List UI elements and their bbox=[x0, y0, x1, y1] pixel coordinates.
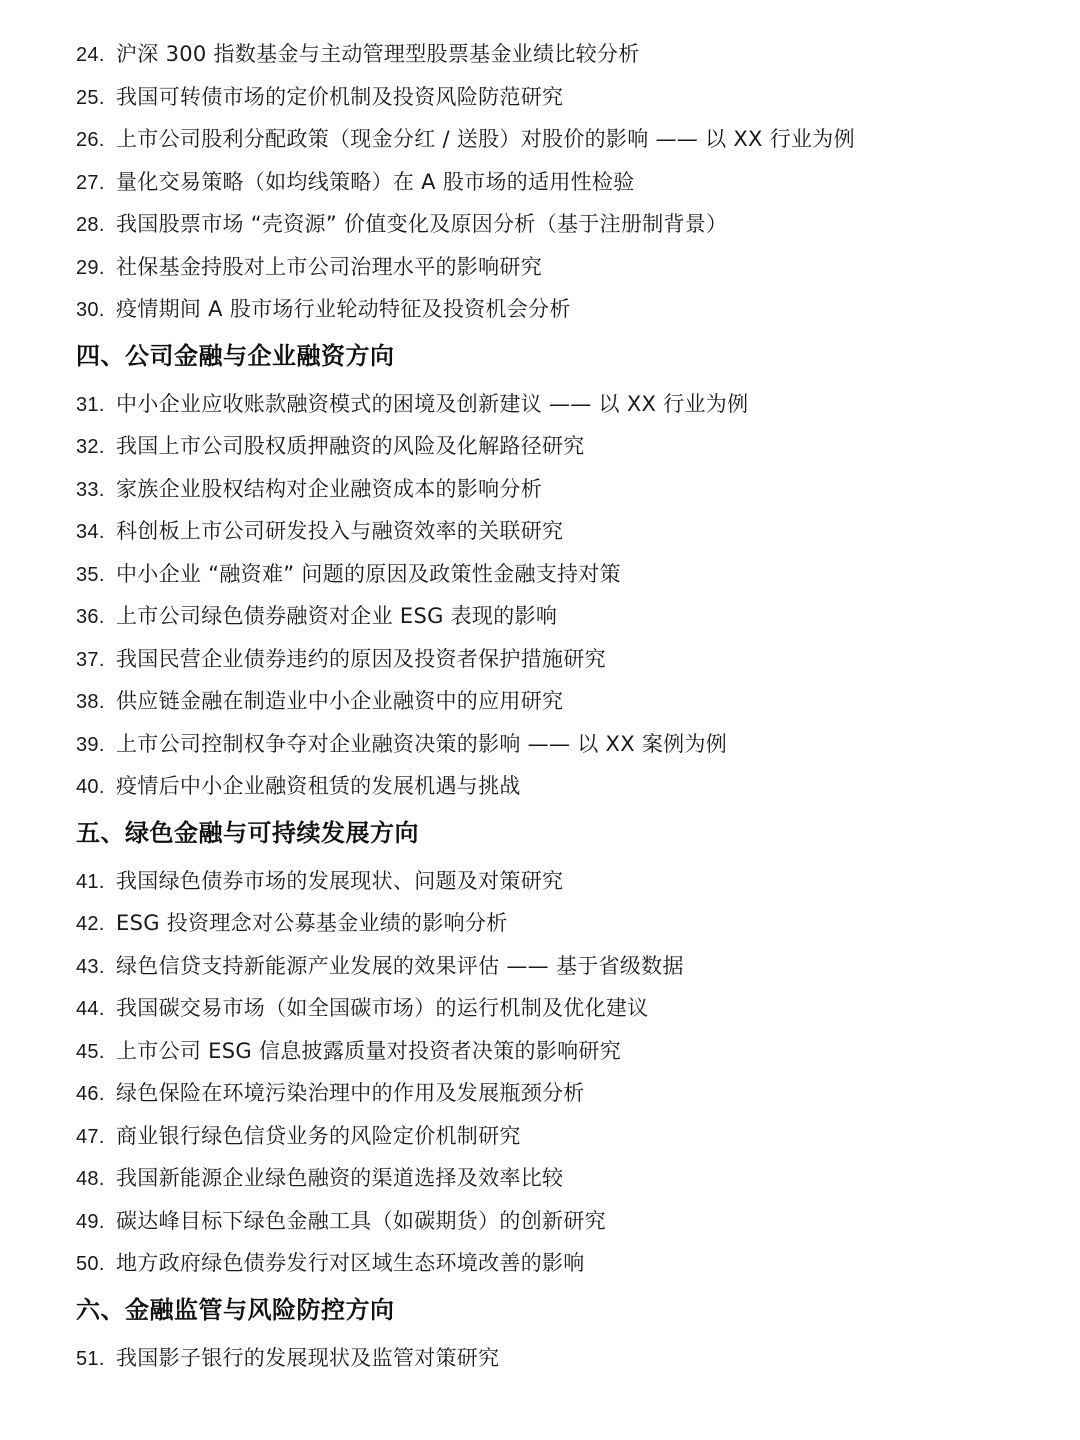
list-item bbox=[76, 76, 1036, 119]
item-text: 疫情期间 A 股市场行业轮动特征及投资机会分析 bbox=[116, 297, 571, 321]
item-text: ESG 投资理念对公募基金业绩的影响分析 bbox=[116, 911, 508, 935]
section-heading: 四、公司金融与企业融资方向 bbox=[76, 341, 395, 370]
item-text: 我国绿色债券市场的发展现状、问题及对策研究 bbox=[116, 868, 564, 893]
item-number: 50. bbox=[76, 1253, 105, 1275]
item-text: 供应链金融在制造业中小企业融资中的应用研究 bbox=[116, 689, 564, 713]
item-text: 我国股票市场 “壳资源” 价值变化及原因分析（基于注册制背景） bbox=[116, 212, 728, 236]
item-text: 中小企业 “融资难” 问题的原因及政策性金融支持对策 bbox=[116, 561, 621, 586]
item-text: 我国碳交易市场（如全国碳市场）的运行机制及优化建议 bbox=[116, 996, 649, 1020]
item-text: 我国可转债市场的定价机制及投资风险防范研究 bbox=[116, 84, 564, 109]
item-number: 42. bbox=[76, 913, 105, 935]
list-item bbox=[76, 203, 1036, 246]
item-number: 32. bbox=[76, 436, 105, 458]
list-item bbox=[76, 468, 1036, 511]
document-page bbox=[76, 33, 1036, 1379]
item-number: 51. bbox=[76, 1347, 105, 1370]
list-item bbox=[76, 553, 1036, 596]
item-number: 33. bbox=[76, 478, 105, 501]
item-number: 35. bbox=[76, 563, 105, 586]
item-number: 31. bbox=[76, 393, 105, 416]
item-number: 38. bbox=[76, 691, 105, 713]
list-item bbox=[76, 1115, 1036, 1158]
section-heading: 五、绿色金融与可持续发展方向 bbox=[76, 818, 419, 847]
item-number: 39. bbox=[76, 733, 105, 756]
item-number: 36. bbox=[76, 606, 105, 628]
item-text: 绿色信贷支持新能源产业发展的效果评估 —— 基于省级数据 bbox=[116, 953, 684, 978]
list-item bbox=[76, 945, 1036, 988]
item-text: 量化交易策略（如均线策略）在 A 股市场的适用性检验 bbox=[116, 169, 635, 194]
item-text: 碳达峰目标下绿色金融工具（如碳期货）的创新研究 bbox=[116, 1208, 606, 1233]
item-number: 46. bbox=[76, 1083, 105, 1105]
item-text: 沪深 300 指数基金与主动管理型股票基金业绩比较分析 bbox=[116, 42, 640, 66]
item-text: 地方政府绿色债券发行对区域生态环境改善的影响 bbox=[116, 1251, 585, 1275]
item-number: 27. bbox=[76, 171, 105, 194]
item-text: 科创板上市公司研发投入与融资效率的关联研究 bbox=[116, 519, 564, 543]
list-item bbox=[76, 1200, 1036, 1243]
list-item bbox=[76, 1072, 1036, 1115]
item-text: 我国影子银行的发展现状及监管对策研究 bbox=[116, 1345, 500, 1370]
item-number: 49. bbox=[76, 1210, 105, 1233]
section-heading: 六、金融监管与风险防控方向 bbox=[76, 1295, 395, 1324]
list-item bbox=[76, 723, 1036, 766]
list-item bbox=[76, 1242, 1036, 1285]
list-item bbox=[76, 987, 1036, 1030]
section-continuation bbox=[76, 33, 1036, 331]
item-number: 48. bbox=[76, 1168, 105, 1190]
list-item bbox=[76, 860, 1036, 903]
list-item bbox=[76, 161, 1036, 204]
item-number: 41. bbox=[76, 870, 105, 893]
list-item bbox=[76, 1337, 1036, 1380]
item-number: 24. bbox=[76, 44, 105, 66]
item-text: 绿色保险在环境污染治理中的作用及发展瓶颈分析 bbox=[116, 1081, 585, 1105]
item-text: 我国新能源企业绿色融资的渠道选择及效率比较 bbox=[116, 1166, 564, 1190]
list-item bbox=[76, 680, 1036, 723]
list-item bbox=[76, 118, 1036, 161]
item-number: 37. bbox=[76, 648, 105, 671]
item-number: 29. bbox=[76, 256, 105, 279]
item-text: 中小企业应收账款融资模式的困境及创新建议 —— 以 XX 行业为例 bbox=[116, 391, 749, 416]
item-number: 44. bbox=[76, 998, 105, 1020]
item-number: 34. bbox=[76, 521, 105, 543]
item-text: 社保基金持股对上市公司治理水平的影响研究 bbox=[116, 254, 542, 279]
item-number: 30. bbox=[76, 299, 105, 321]
item-text: 疫情后中小企业融资租赁的发展机遇与挑战 bbox=[116, 774, 521, 798]
item-text: 上市公司股利分配政策（现金分红 / 送股）对股价的影响 —— 以 XX 行业为例 bbox=[116, 127, 855, 151]
item-text: 我国民营企业债券违约的原因及投资者保护措施研究 bbox=[116, 646, 606, 671]
item-number: 25. bbox=[76, 86, 105, 109]
list-item bbox=[76, 595, 1036, 638]
item-text: 商业银行绿色信贷业务的风险定价机制研究 bbox=[116, 1123, 521, 1148]
list-item bbox=[76, 425, 1036, 468]
item-number: 26. bbox=[76, 129, 105, 151]
list-item bbox=[76, 902, 1036, 945]
item-number: 40. bbox=[76, 776, 105, 798]
section-corporate-finance bbox=[76, 329, 1036, 808]
item-text: 上市公司 ESG 信息披露质量对投资者决策的影响研究 bbox=[116, 1038, 622, 1063]
list-item bbox=[76, 33, 1036, 76]
item-number: 47. bbox=[76, 1125, 105, 1148]
list-item bbox=[76, 246, 1036, 289]
list-item bbox=[76, 510, 1036, 553]
item-text: 上市公司绿色债券融资对企业 ESG 表现的影响 bbox=[116, 604, 558, 628]
section-green-finance bbox=[76, 806, 1036, 1285]
item-number: 45. bbox=[76, 1040, 105, 1063]
list-item bbox=[76, 383, 1036, 426]
list-item bbox=[76, 1157, 1036, 1200]
item-text: 家族企业股权结构对企业融资成本的影响分析 bbox=[116, 476, 542, 501]
item-text: 我国上市公司股权质押融资的风险及化解路径研究 bbox=[116, 434, 585, 458]
item-number: 43. bbox=[76, 955, 105, 978]
item-number: 28. bbox=[76, 214, 105, 236]
list-item bbox=[76, 765, 1036, 808]
item-text: 上市公司控制权争夺对企业融资决策的影响 —— 以 XX 案例为例 bbox=[116, 731, 728, 756]
list-item bbox=[76, 288, 1036, 331]
list-item bbox=[76, 638, 1036, 681]
section-regulation-risk bbox=[76, 1283, 1036, 1380]
list-item bbox=[76, 1030, 1036, 1073]
